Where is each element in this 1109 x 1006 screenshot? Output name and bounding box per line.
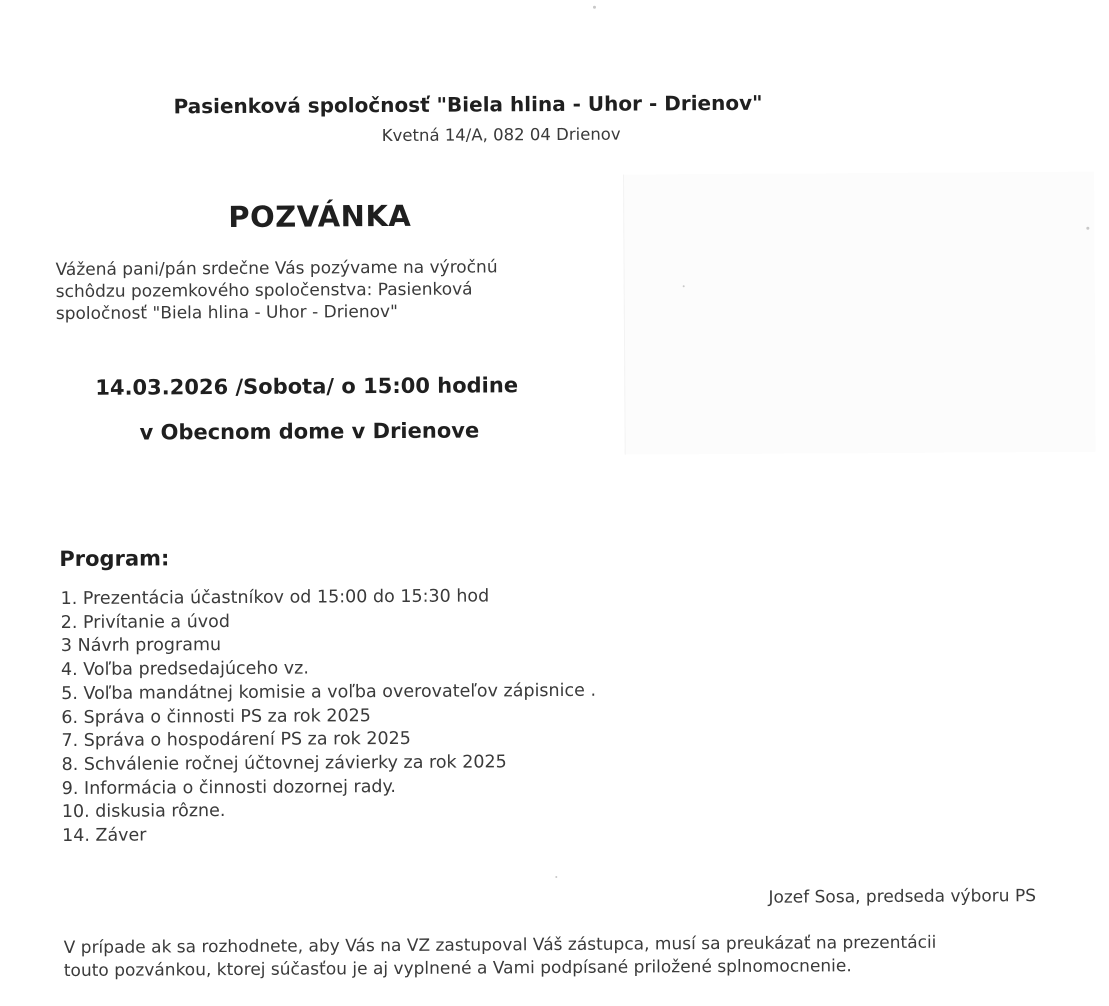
- program-item: 2. Privítanie a úvod: [60, 611, 230, 633]
- organization-address: Kvetná 14/A, 082 04 Drienov: [381, 124, 621, 146]
- program-item: 6. Správa o činnosti PS za rok 2025: [61, 705, 371, 728]
- program-item: 4. Voľba predsedajúceho vz.: [60, 658, 309, 681]
- invitation-text-line: Vážená pani/pán srdečne Vás pozývame na výročnú: [55, 257, 498, 281]
- scan-speck: [683, 285, 685, 287]
- program-item: 14. Záver: [61, 825, 147, 847]
- scan-speck: [555, 876, 557, 878]
- organization-name: Pasienková spoločnosť "Biela hlina - Uhor - Drienov": [173, 90, 763, 119]
- program-item: 1. Prezentácia účastníkov od 15:00 do 15:30 hod: [60, 586, 490, 610]
- invitation-text-line: schôdzu pozemkového spoločenstva: Pasienková: [55, 279, 473, 303]
- program-item: 8. Schválenie ročnej účtovnej závierky za rok 2025: [61, 752, 507, 775]
- program-item: 3 Návrh programu: [60, 635, 222, 657]
- invitation-text: [56, 256, 596, 325]
- scan-speck: [593, 6, 596, 9]
- scan-speck: [1086, 227, 1089, 230]
- program-item: 7. Správa o hospodárení PS za rok 2025: [61, 729, 411, 752]
- footer-note: [64, 931, 1104, 983]
- footer-note-line: V prípade ak sa rozhodnete, aby Vás na VZ zastupoval Váš zástupca, musí sa preukázať na prezentácii: [63, 932, 937, 959]
- event-place: v Obecnom dome v Drienove: [139, 418, 480, 445]
- program-item: 9. Informácia o činnosti dozornej rady.: [61, 776, 396, 799]
- invitation-heading: POZVÁNKA: [228, 198, 412, 234]
- program-heading: Program:: [59, 546, 170, 572]
- invitation-text-line: spoločnosť "Biela hlina - Uhor - Drienov": [55, 301, 398, 325]
- footer-note-line: touto pozvánkou, ktorej súčasťou je aj vyplnené a Vami podpísané priložené splnomocnenie.: [63, 956, 852, 982]
- faded-scan-area: [623, 172, 1096, 455]
- program-list: [61, 585, 597, 849]
- signature-line: Jozef Sosa, predseda výboru PS: [768, 886, 1037, 908]
- event-date-time: 14.03.2026 /Sobota/ o 15:00 hodine: [95, 373, 519, 400]
- program-item: 10. diskusia rôzne.: [61, 801, 226, 823]
- program-item: 5. Voľba mandátnej komisie a voľba overovateľov zápisnice .: [61, 680, 597, 704]
